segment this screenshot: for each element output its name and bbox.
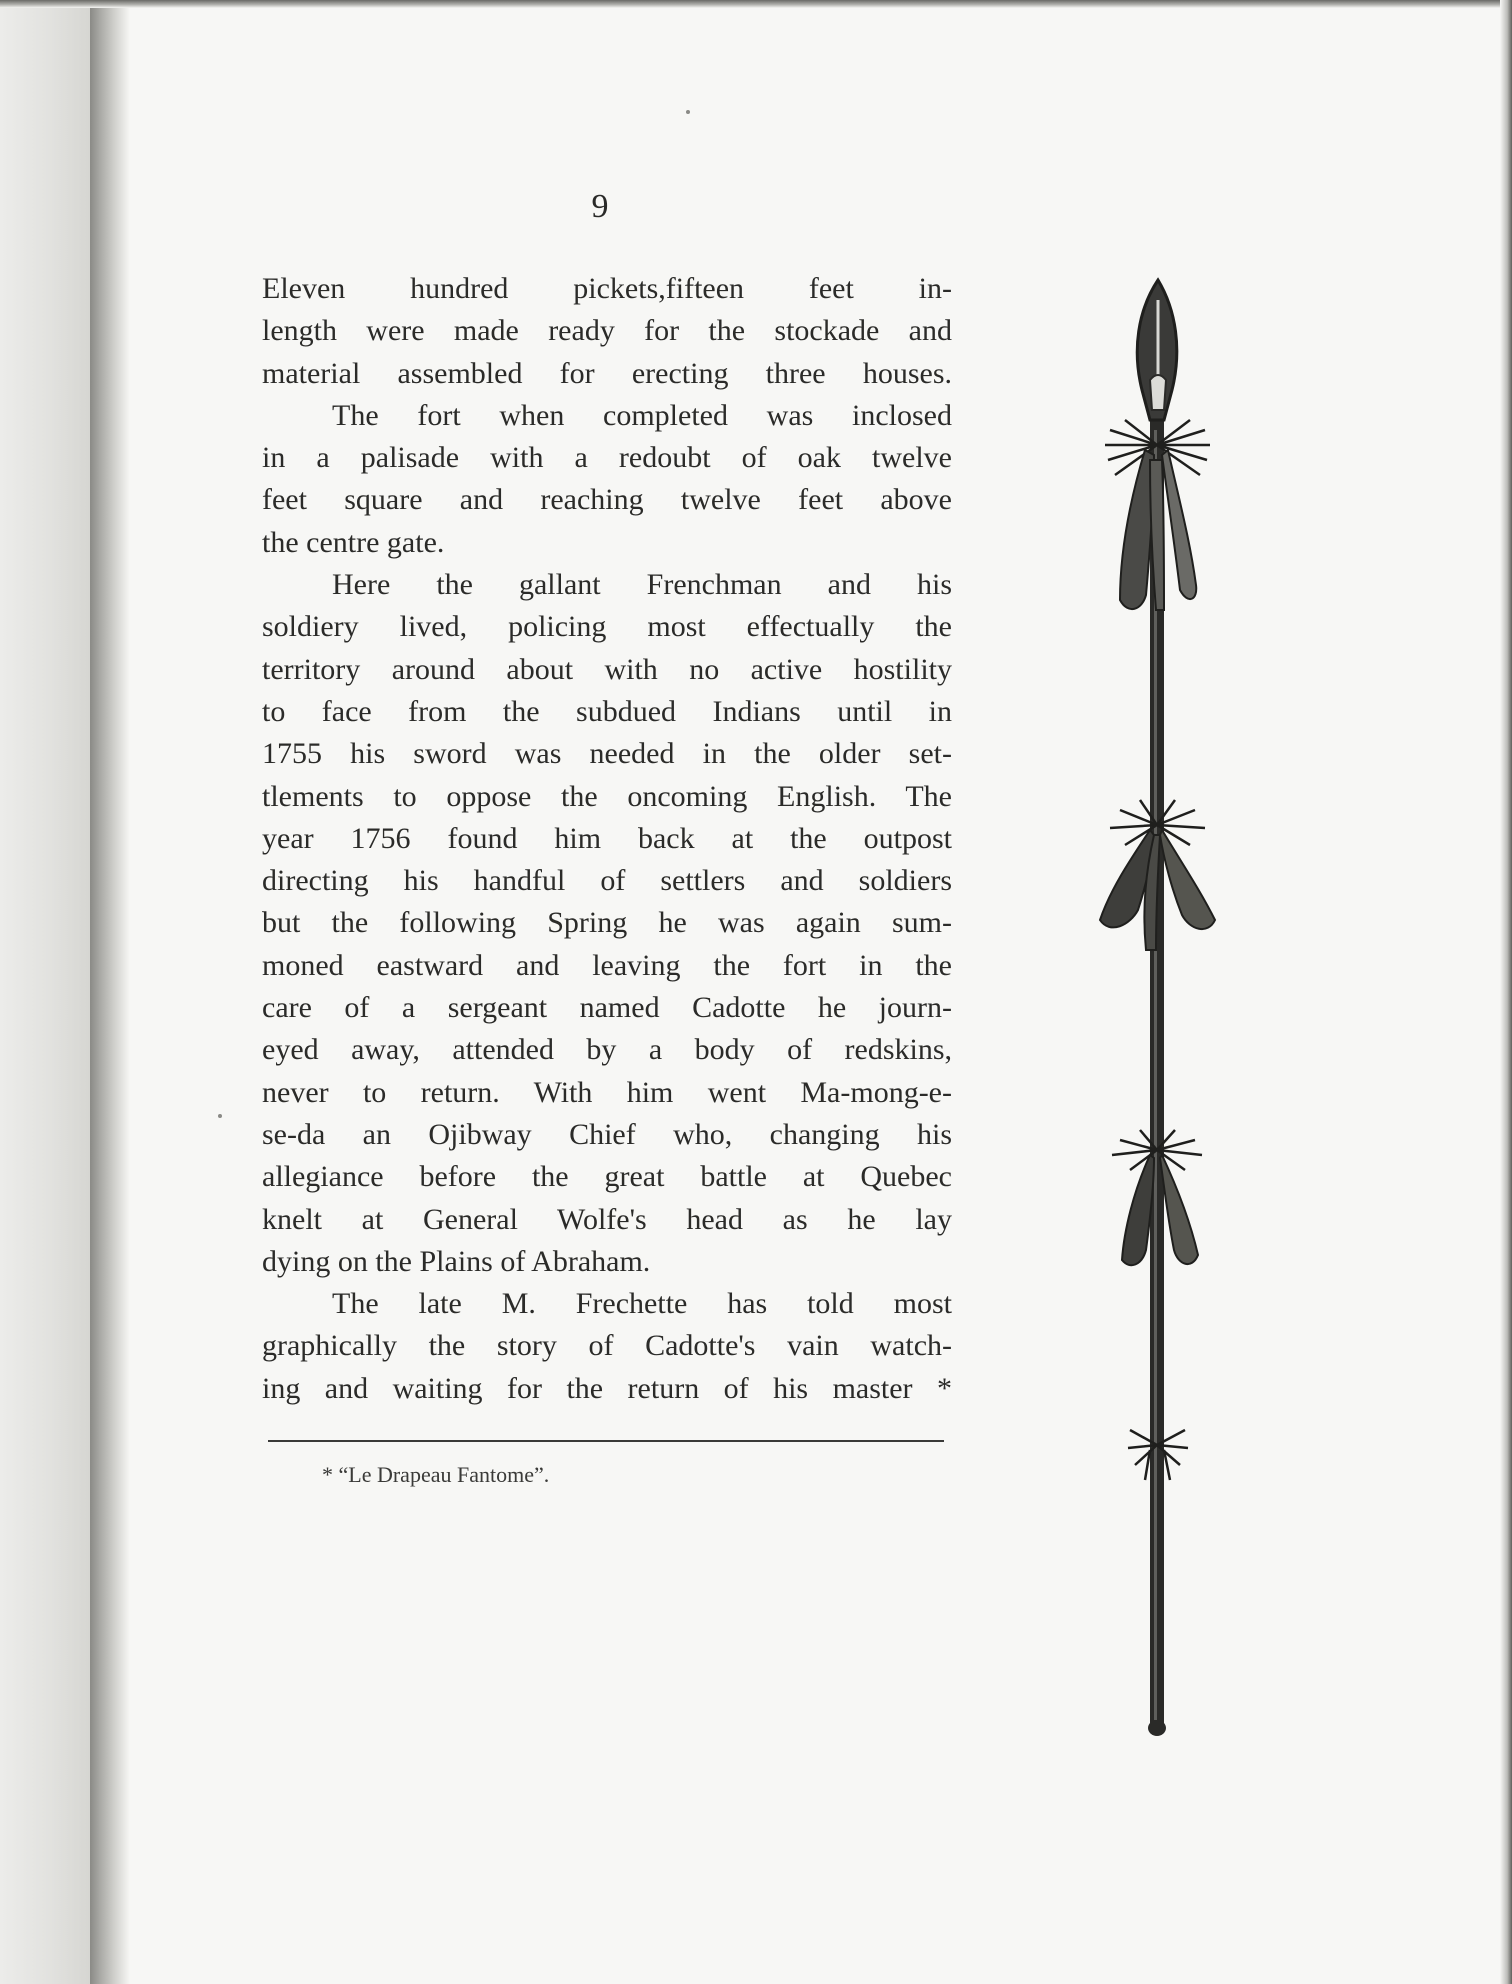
page-right-edge <box>1500 0 1512 1984</box>
text-line: feet square and reaching twelve feet above <box>262 483 952 517</box>
spear-binding <box>1150 375 1166 410</box>
page-number: 9 <box>591 188 609 225</box>
text-line: 1755 his sword was needed in the older set- <box>262 737 952 771</box>
text-line: The late M. Frechette has told most <box>332 1287 952 1321</box>
hanging-feather-right <box>1162 450 1196 599</box>
spear-shaft-highlight <box>1154 430 1157 1720</box>
scan-speck <box>686 110 690 114</box>
page-top-edge <box>0 0 1512 8</box>
feather-right-2 <box>1160 1155 1198 1264</box>
text-line: the centre gate. <box>262 525 445 559</box>
text-line: but the following Spring he was again sum- <box>262 906 952 940</box>
binding-shadow <box>90 0 130 1984</box>
spear-butt <box>1148 1720 1166 1736</box>
text-line: eyed away, attended by a body of redskins, <box>262 1033 952 1067</box>
text-line: dying on the Plains of Abraham. <box>262 1244 651 1278</box>
text-line: territory around about with no active hostility <box>262 652 952 686</box>
text-line: year 1756 found him back at the outpost <box>262 821 952 855</box>
footnote-rule <box>268 1440 944 1442</box>
hanging-feather-left <box>1120 450 1154 609</box>
footnote: * “Le Drapeau Fantome”. <box>322 1462 550 1487</box>
text-line: care of a sergeant named Cadotte he journ- <box>262 991 952 1025</box>
body-text <box>262 268 952 1410</box>
feather-left-2 <box>1122 1155 1154 1265</box>
text-line: material assembled for erecting three houses. <box>262 356 952 390</box>
text-line: ing and waiting for the return of his master * <box>262 1371 952 1405</box>
text-line: length were made ready for the stockade and <box>262 314 952 348</box>
text-line: graphically the story of Cadotte's vain watch- <box>262 1329 952 1363</box>
text-line: moned eastward and leaving the fort in the <box>262 948 952 982</box>
text-line: se-da an Ojibway Chief who, changing his <box>262 1117 952 1151</box>
text-line: Here the gallant Frenchman and his <box>332 568 952 602</box>
text-line: tlements to oppose the oncoming English. The <box>262 779 952 813</box>
text-line: never to return. With him went Ma-mong-e- <box>262 1075 952 1109</box>
text-line: directing his handful of settlers and soldiers <box>262 864 952 898</box>
text-line: soldiery lived, policing most effectually the <box>262 610 952 644</box>
text-line: knelt at General Wolfe's head as he lay <box>262 1202 952 1236</box>
text-line: in a palisade with a redoubt of oak twelve <box>262 441 952 475</box>
feathered-spear-icon <box>1050 270 1270 1740</box>
book-binding-edge <box>0 0 90 1984</box>
text-line: allegiance before the great battle at Quebec <box>262 1160 952 1194</box>
text-line: to face from the subdued Indians until in <box>262 694 952 728</box>
text-line: Eleven hundred pickets,fifteen feet in- <box>262 272 952 305</box>
scan-speck <box>218 1114 222 1118</box>
text-line: The fort when completed was inclosed <box>332 398 952 432</box>
